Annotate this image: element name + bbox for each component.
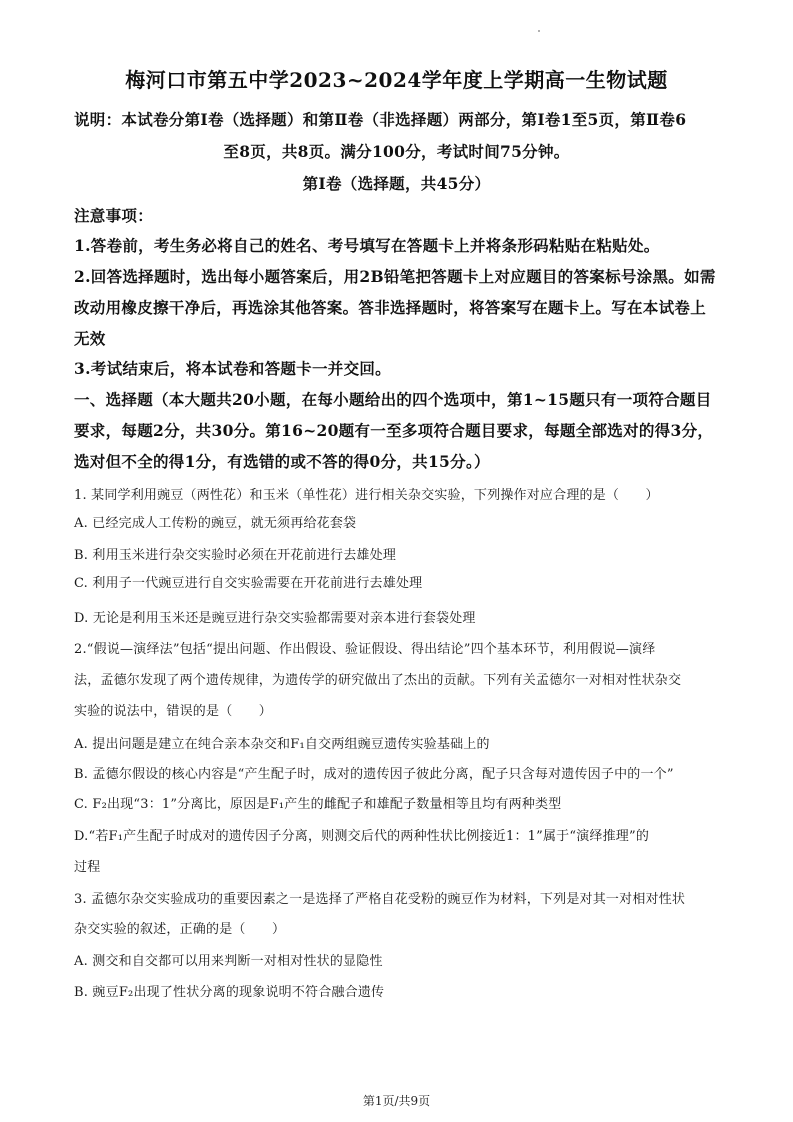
q1-option-c: C. 利用子一代豌豆进行自交实验需要在开花前进行去雄处理	[74, 576, 423, 591]
note-2-line-2: 改动用橡皮擦干净后，再选涂其他答案。答非选择题时，将答案写在题卡上。写在本试卷上	[74, 298, 707, 317]
q1-option-d: D. 无论是利用玉米还是豌豆进行杂交实验都需要对亲本进行套袋处理	[74, 611, 476, 626]
q2-stem-3: 实验的说法中，错误的是（ ）	[74, 704, 273, 719]
q2-option-a: A. 提出问题是建立在纯合亲本杂交和F₁自交两组豌豆遗传实验基础上的	[74, 737, 490, 752]
q3-option-a: A. 测交和自交都可以用来判断一对相对性状的显隐性	[74, 954, 383, 969]
q2-option-d-line-1: D.“若F₁产生配子时成对的遗传因子分离，则测交后代的两种性状比例接近1：1”属于“演绎推理”的	[74, 829, 650, 844]
q1-stem: 1. 某同学利用豌豆（两性花）和玉米（单性花）进行相关杂交实验，下列操作对应合理的是（ ）	[74, 488, 659, 503]
note-2-line-3: 无效	[74, 329, 106, 348]
note-3: 3.考试结束后，将本试卷和答题卡一并交回。	[74, 359, 391, 378]
section-heading: 第Ⅰ卷（选择题，共45分）	[302, 174, 491, 193]
q2-option-c: C. F₂出现“3：1”分离比，原因是F₁产生的雌配子和雄配子数量相等且均有两种类型	[74, 797, 562, 812]
part1-instruction-1: 一、选择题（本大题共20小题，在每小题给出的四个选项中，第1~15题只有一项符合题目	[74, 390, 712, 409]
q1-option-b: B. 利用玉米进行杂交实验时必须在开花前进行去雄处理	[74, 548, 397, 563]
part1-instruction-3: 选对但不全的得1分，有选错的或不答的得0分，共15分。）	[74, 452, 490, 471]
q2-option-d-line-2: 过程	[74, 860, 101, 875]
intro-line-2: 至8页，共8页。满分100分，考试时间75分钟。	[223, 142, 570, 161]
q1-option-a: A. 已经完成人工传粉的豌豆，就无须再给花套袋	[74, 516, 357, 531]
q2-stem-2: 法，孟德尔发现了两个遗传规律，为遗传学的研究做出了杰出的贡献。下列有关孟德尔一对相对性状杂交	[74, 673, 682, 688]
part1-instruction-2: 要求，每题2分，共30分。第16~20题有一至多项符合题目要求，每题全部选对的得3分，	[74, 421, 714, 440]
note-2-line-1: 2.回答选择题时，选出每小题答案后，用2B铅笔把答题卡上对应题目的答案标号涂黑。如需	[74, 267, 716, 286]
q3-stem-2: 杂交实验的叙述，正确的是（ ）	[74, 922, 286, 937]
notes-heading: 注意事项：	[74, 206, 154, 225]
q2-option-b: B. 孟德尔假设的核心内容是“产生配子时，成对的遗传因子彼此分离，配子只含每对遗传因子中的一个”	[74, 767, 674, 782]
page-title: 梅河口市第五中学2023~2024学年度上学期高一生物试题	[125, 68, 668, 92]
speck	[538, 30, 540, 32]
q2-stem-1: 2.“假说—演绎法”包括“提出问题、作出假设、验证假设、得出结论”四个基本环节，利用假说—演绎	[74, 642, 656, 657]
note-1: 1.答卷前，考生务必将自己的姓名、考号填写在答题卡上并将条形码粘贴在粘贴处。	[74, 236, 660, 255]
intro-line-1: 说明：本试卷分第Ⅰ卷（选择题）和第Ⅱ卷（非选择题）两部分，第Ⅰ卷1至5页，第Ⅱ卷6	[74, 110, 687, 129]
page-number: 第1页/共9页	[362, 1094, 431, 1108]
q3-stem-1: 3. 孟德尔杂交实验成功的重要因素之一是选择了严格自花受粉的豌豆作为材料，下列是对其一对相对性状	[74, 892, 686, 907]
q3-option-b: B. 豌豆F₂出现了性状分离的现象说明不符合融合遗传	[74, 985, 385, 1000]
